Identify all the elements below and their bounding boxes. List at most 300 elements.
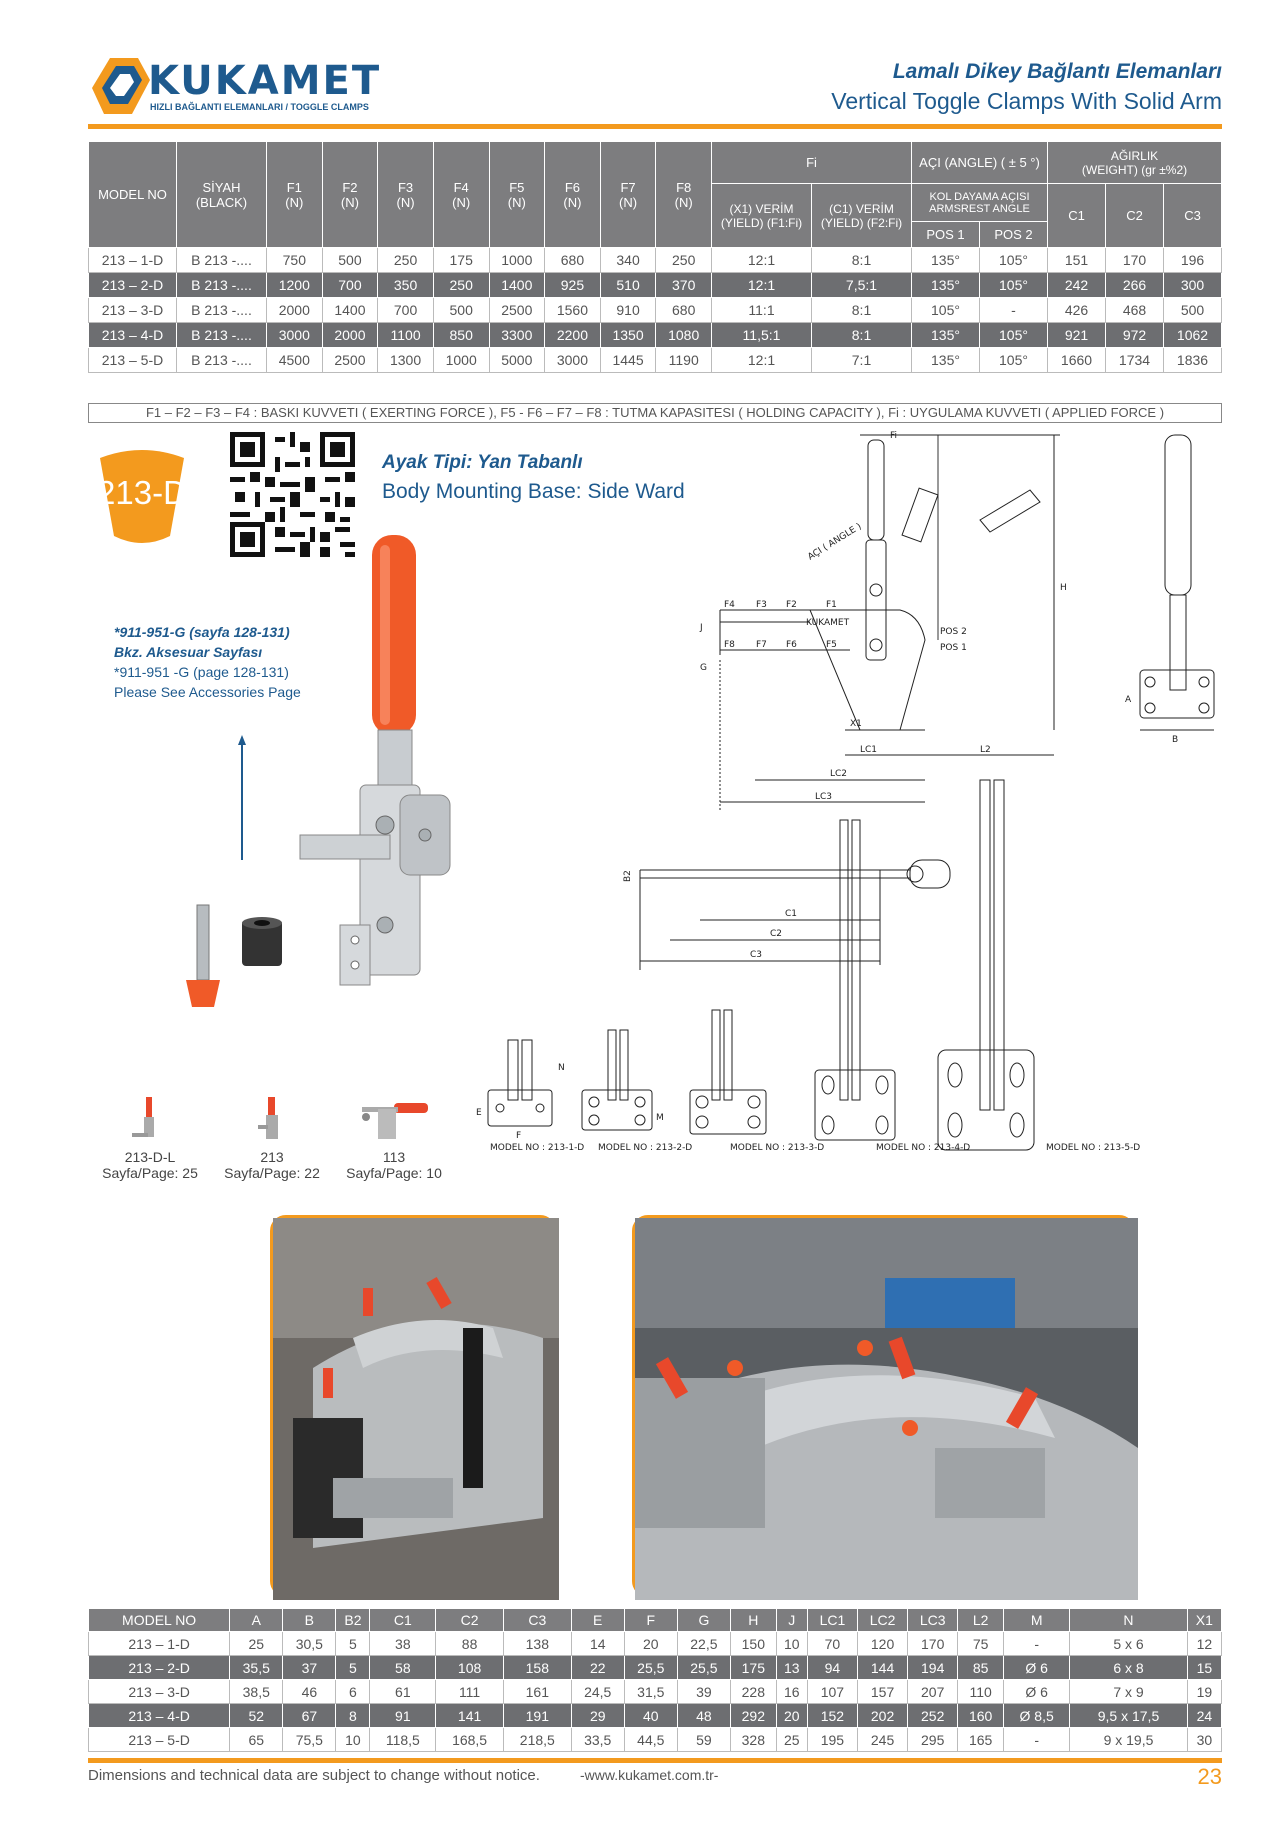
dim-cell: 22 (571, 1656, 624, 1680)
spec-cell: 1100 (378, 323, 434, 348)
disclaimer-text: Dimensions and technical data are subject to change without notice. (88, 1767, 540, 1784)
base-variant-4 (815, 820, 895, 1140)
dim-cell: 85 (958, 1656, 1004, 1680)
spec-cell: 4500 (267, 348, 323, 373)
spec-cell: 196 (1164, 248, 1222, 273)
svg-text:AÇI ( ANGLE ): AÇI ( ANGLE ) (806, 521, 864, 563)
dim-cell: 25,5 (677, 1656, 730, 1680)
spec-cell: 1062 (1164, 323, 1222, 348)
spec-cell: 105° (980, 323, 1048, 348)
svg-text:POS 1: POS 1 (940, 643, 967, 653)
dim-cell: 10 (336, 1728, 370, 1752)
svg-text:B: B (1172, 735, 1179, 745)
dim-cell: 110 (958, 1680, 1004, 1704)
spec-cell: 2000 (322, 323, 378, 348)
spec-cell: 1080 (656, 323, 712, 348)
related-page: Sayfa/Page: 22 (224, 1165, 320, 1181)
svg-text:F3: F3 (756, 600, 767, 610)
spec-cell: 1000 (433, 348, 489, 373)
related-page: Sayfa/Page: 10 (346, 1165, 442, 1181)
spec-cell: 1400 (322, 298, 378, 323)
dim-row (89, 1704, 1222, 1728)
spec-cell: 11,5:1 (712, 323, 812, 348)
spec-cell: 2500 (489, 298, 545, 323)
spec-cell: 105° (912, 298, 980, 323)
spec-cell: 175 (433, 248, 489, 273)
svg-text:KUKAMET: KUKAMET (806, 618, 850, 628)
spec-cell: - (980, 298, 1048, 323)
dim-cell: 48 (677, 1704, 730, 1728)
related-page: Sayfa/Page: 25 (102, 1165, 198, 1181)
related-name: 113 (382, 1149, 406, 1165)
dim-row (89, 1728, 1222, 1752)
spec-cell: 910 (600, 298, 656, 323)
spec-cell: 510 (600, 273, 656, 298)
dim-cell: 30 (1187, 1728, 1221, 1752)
spec-cell: 1350 (600, 323, 656, 348)
spec-cell: 1836 (1164, 348, 1222, 373)
spec-cell: 750 (267, 248, 323, 273)
spec-row (89, 298, 1222, 323)
col-c1-yield: (C1) VERİM (YIELD) (F2:Fi) (812, 184, 912, 248)
dim-cell: 10 (776, 1632, 807, 1656)
dim-header: C1 (370, 1609, 436, 1632)
spec-cell: 1660 (1048, 348, 1106, 373)
dim-header: LC3 (908, 1609, 958, 1632)
dim-cell: 6 (336, 1680, 370, 1704)
spec-cell: 3000 (267, 323, 323, 348)
dim-cell: 38,5 (230, 1680, 283, 1704)
model-badge-label: 213-D (97, 474, 187, 511)
dim-cell: 191 (503, 1704, 571, 1728)
svg-text:POS 2: POS 2 (940, 627, 967, 637)
dim-cell: 65 (230, 1728, 283, 1752)
spec-cell: 213 – 2-D (89, 273, 177, 298)
spec-cell: 468 (1106, 298, 1164, 323)
dim-header: LC2 (857, 1609, 907, 1632)
spec-cell: 1000 (489, 248, 545, 273)
related-product-213[interactable] (212, 1095, 332, 1181)
dim-header: MODEL NO (89, 1609, 230, 1632)
spec-cell: 370 (656, 273, 712, 298)
spec-cell: 700 (322, 273, 378, 298)
dim-cell: 94 (807, 1656, 857, 1680)
application-photo-1 (270, 1215, 556, 1597)
svg-text:MODEL NO : 213-5-D: MODEL NO : 213-5-D (1046, 1143, 1141, 1153)
spec-cell: 3300 (489, 323, 545, 348)
col-x1-yield: (X1) VERİM (YIELD) (F1:Fi) (712, 184, 812, 248)
col-fi: Fi (712, 142, 912, 184)
dim-cell: 8 (336, 1704, 370, 1728)
spec-cell: B 213 -.... (177, 348, 267, 373)
dim-cell: 141 (436, 1704, 504, 1728)
dim-cell: 168,5 (436, 1728, 504, 1752)
svg-text:F1: F1 (826, 600, 837, 610)
dim-cell: 138 (503, 1632, 571, 1656)
related-name: 213 (260, 1149, 284, 1165)
dim-cell: 194 (908, 1656, 958, 1680)
col-weight: AĞIRLIK (WEIGHT) (gr ±%2) (1048, 142, 1222, 184)
svg-text:F7: F7 (756, 640, 767, 650)
dim-header: E (571, 1609, 624, 1632)
dim-cell: 175 (730, 1656, 776, 1680)
specification-table (88, 141, 1222, 373)
svg-text:MODEL NO : 213-2-D: MODEL NO : 213-2-D (598, 1143, 693, 1153)
dim-cell: 157 (857, 1680, 907, 1704)
dim-cell: 252 (908, 1704, 958, 1728)
mount-type-en: Body Mounting Base: Side Ward (382, 480, 685, 503)
dim-cell: 213 – 2-D (89, 1656, 230, 1680)
spec-cell: B 213 -.... (177, 248, 267, 273)
svg-text:H: H (1060, 583, 1067, 593)
spec-cell: 105° (980, 248, 1048, 273)
spec-cell: 2500 (322, 348, 378, 373)
spec-cell: 921 (1048, 323, 1106, 348)
footer-divider (88, 1758, 1222, 1763)
spec-cell: 1400 (489, 273, 545, 298)
spec-cell: 500 (433, 298, 489, 323)
svg-text:C1: C1 (785, 909, 798, 919)
spec-cell: 300 (1164, 273, 1222, 298)
col-angle: AÇI (ANGLE) ( ± 5 °) (912, 142, 1048, 184)
dim-cell: 161 (503, 1680, 571, 1704)
dim-header: B2 (336, 1609, 370, 1632)
spec-row (89, 323, 1222, 348)
spec-cell: 135° (912, 348, 980, 373)
dim-cell: 158 (503, 1656, 571, 1680)
page-title-tr: Lamalı Dikey Bağlantı Elemanları (892, 60, 1222, 83)
dim-cell: 12 (1187, 1632, 1221, 1656)
dim-header: J (776, 1609, 807, 1632)
dim-cell: 38 (370, 1632, 436, 1656)
col-f7: F7 (N) (600, 142, 656, 248)
header-divider (88, 124, 1222, 129)
dim-row (89, 1632, 1222, 1656)
spec-cell: 5000 (489, 348, 545, 373)
dim-cell: 292 (730, 1704, 776, 1728)
application-photo-2 (632, 1215, 1135, 1597)
dim-cell: 19 (1187, 1680, 1221, 1704)
svg-text:M: M (656, 1113, 664, 1123)
dim-cell: 228 (730, 1680, 776, 1704)
page-number: 23 (1197, 1764, 1222, 1789)
spec-cell: 12:1 (712, 348, 812, 373)
col-model: MODEL NO (89, 142, 177, 248)
spec-cell: 135° (912, 273, 980, 298)
spec-cell: 170 (1106, 248, 1164, 273)
dim-header: N (1070, 1609, 1187, 1632)
spec-cell: 12:1 (712, 248, 812, 273)
spec-cell: 850 (433, 323, 489, 348)
accessory-see-tr: Bkz. Aksesuar Sayfası (114, 644, 263, 660)
col-f1: F1 (N) (267, 142, 323, 248)
dim-header: L2 (958, 1609, 1004, 1632)
spec-cell: 250 (378, 248, 434, 273)
svg-text:LC3: LC3 (815, 792, 833, 802)
dim-cell: 91 (370, 1704, 436, 1728)
dim-cell: 88 (436, 1632, 504, 1656)
dim-cell: 170 (908, 1632, 958, 1656)
dim-cell: 31,5 (624, 1680, 677, 1704)
page-title-en: Vertical Toggle Clamps With Solid Arm (831, 88, 1222, 114)
dim-cell: 30,5 (283, 1632, 336, 1656)
svg-text:F2: F2 (786, 600, 797, 610)
dim-header: F (624, 1609, 677, 1632)
dim-cell: 165 (958, 1728, 1004, 1752)
spec-cell: 972 (1106, 323, 1164, 348)
clamp-thumbnail-icon (128, 1095, 172, 1145)
svg-text:J: J (700, 623, 703, 633)
spec-row (89, 348, 1222, 373)
col-f6: F6 (N) (545, 142, 601, 248)
dim-cell: 295 (908, 1728, 958, 1752)
dim-cell: 213 – 3-D (89, 1680, 230, 1704)
spec-cell: B 213 -.... (177, 298, 267, 323)
dim-cell: 150 (730, 1632, 776, 1656)
related-product-213-d-l[interactable] (90, 1095, 210, 1181)
dim-cell: 25 (230, 1632, 283, 1656)
col-f8: F8 (N) (656, 142, 712, 248)
spec-cell: 500 (1164, 298, 1222, 323)
svg-text:LC1: LC1 (860, 745, 878, 755)
dim-cell: 9 x 19,5 (1070, 1728, 1187, 1752)
spec-cell: 1300 (378, 348, 434, 373)
col-pos2: POS 2 (980, 222, 1048, 248)
svg-text:X1: X1 (850, 719, 862, 729)
spec-cell: 11:1 (712, 298, 812, 323)
accessory-see-en: Please See Accessories Page (114, 684, 301, 700)
spec-cell: 105° (980, 273, 1048, 298)
spec-cell: 213 – 3-D (89, 298, 177, 323)
spec-cell: 1560 (545, 298, 601, 323)
svg-text:C3: C3 (750, 950, 763, 960)
dim-cell: 35,5 (230, 1656, 283, 1680)
dim-cell: 160 (958, 1704, 1004, 1728)
dim-cell: 213 – 5-D (89, 1728, 230, 1752)
dim-row (89, 1680, 1222, 1704)
accessory-ref-tr: *911-951-G (sayfa 128-131) (114, 624, 290, 640)
arrow-up-icon (238, 735, 246, 860)
col-f4: F4 (N) (433, 142, 489, 248)
spec-cell: 1190 (656, 348, 712, 373)
spec-cell: 8:1 (812, 323, 912, 348)
col-black: SİYAH (BLACK) (177, 142, 267, 248)
dim-cell: 14 (571, 1632, 624, 1656)
dim-header: C2 (436, 1609, 504, 1632)
dim-cell: 40 (624, 1704, 677, 1728)
spec-cell: 7,5:1 (812, 273, 912, 298)
dim-header: B (283, 1609, 336, 1632)
svg-text:LC2: LC2 (830, 769, 848, 779)
dim-cell: 13 (776, 1656, 807, 1680)
spec-cell: 135° (912, 323, 980, 348)
base-variant-5 (938, 780, 1034, 1150)
spec-cell: 213 – 1-D (89, 248, 177, 273)
dim-cell: 213 – 1-D (89, 1632, 230, 1656)
spec-cell: 1200 (267, 273, 323, 298)
svg-text:C2: C2 (770, 929, 783, 939)
related-product-113[interactable] (334, 1095, 454, 1181)
dim-cell: 213 – 4-D (89, 1704, 230, 1728)
dim-cell: 111 (436, 1680, 504, 1704)
svg-text:F8: F8 (724, 640, 735, 650)
spec-cell: 213 – 4-D (89, 323, 177, 348)
dim-cell: 20 (776, 1704, 807, 1728)
dim-cell: - (1004, 1728, 1070, 1752)
spec-cell: 250 (656, 248, 712, 273)
dim-cell: 108 (436, 1656, 504, 1680)
col-f3: F3 (N) (378, 142, 434, 248)
spec-cell: 340 (600, 248, 656, 273)
dim-cell: 245 (857, 1728, 907, 1752)
dim-cell: 107 (807, 1680, 857, 1704)
dim-cell: 16 (776, 1680, 807, 1704)
dim-cell: 24,5 (571, 1680, 624, 1704)
dim-header: LC1 (807, 1609, 857, 1632)
dimension-table (88, 1608, 1222, 1752)
col-armrest: KOL DAYAMA AÇISI ARMSREST ANGLE (912, 184, 1048, 222)
dim-header: G (677, 1609, 730, 1632)
svg-text:MODEL NO : 213-3-D: MODEL NO : 213-3-D (730, 1143, 825, 1153)
spec-cell: 105° (980, 348, 1048, 373)
dim-cell: 9,5 x 17,5 (1070, 1704, 1187, 1728)
spec-cell: 7:1 (812, 348, 912, 373)
dim-cell: 70 (807, 1632, 857, 1656)
dim-cell: 22,5 (677, 1632, 730, 1656)
dim-cell: 29 (571, 1704, 624, 1728)
dim-cell: 67 (283, 1704, 336, 1728)
dim-cell: 152 (807, 1704, 857, 1728)
col-c1: C1 (1048, 184, 1106, 248)
dim-cell: 25,5 (624, 1656, 677, 1680)
spec-cell: 3000 (545, 348, 601, 373)
spec-cell: 1445 (600, 348, 656, 373)
dim-cell: 218,5 (503, 1728, 571, 1752)
spec-cell: 8:1 (812, 298, 912, 323)
spec-cell: 151 (1048, 248, 1106, 273)
svg-text:N: N (558, 1063, 565, 1073)
brand-name: KUKAMET (148, 58, 382, 104)
dim-cell: 24 (1187, 1704, 1221, 1728)
dim-cell: 44,5 (624, 1728, 677, 1752)
dim-cell: 75 (958, 1632, 1004, 1656)
dim-header: A (230, 1609, 283, 1632)
svg-text:E: E (476, 1108, 482, 1118)
side-view-drawing (720, 435, 1060, 810)
base-variant-3 (690, 1010, 766, 1134)
dim-header: H (730, 1609, 776, 1632)
spec-cell: 680 (656, 298, 712, 323)
website-link[interactable]: -www.kukamet.com.tr- (580, 1767, 719, 1783)
dim-cell: 33,5 (571, 1728, 624, 1752)
svg-text:MODEL NO : 213-4-D: MODEL NO : 213-4-D (876, 1143, 971, 1153)
spec-cell: 500 (322, 248, 378, 273)
dim-cell: 144 (857, 1656, 907, 1680)
product-photo-clamp (180, 535, 480, 1005)
dim-cell: 39 (677, 1680, 730, 1704)
spec-cell: 350 (378, 273, 434, 298)
spec-cell: 925 (545, 273, 601, 298)
col-c3: C3 (1164, 184, 1222, 248)
base-variant-1 (488, 1040, 552, 1126)
dim-header: C3 (503, 1609, 571, 1632)
spec-row (89, 273, 1222, 298)
spec-cell: 2200 (545, 323, 601, 348)
spec-cell: 2000 (267, 298, 323, 323)
col-f2: F2 (N) (322, 142, 378, 248)
dim-header: X1 (1187, 1609, 1221, 1632)
spec-cell: 12:1 (712, 273, 812, 298)
related-name: 213-D-L (124, 1149, 176, 1165)
spec-cell: 250 (433, 273, 489, 298)
force-legend: F1 – F2 – F3 – F4 : BASKI KUVVETI ( EXERTING FORCE ), F5 - F6 – F7 – F8 : TUTMA KAPASITESI ( HOLDING CAPACITY ), Fi : UYGULAMA KUVVETI ( APPLIED FORCE ) (88, 403, 1222, 423)
dim-cell: 328 (730, 1728, 776, 1752)
dim-cell: 120 (857, 1632, 907, 1656)
dim-cell: - (1004, 1632, 1070, 1656)
dim-cell: 6 x 8 (1070, 1656, 1187, 1680)
dim-cell: 75,5 (283, 1728, 336, 1752)
accessory-ref-en: *911-951 -G (page 128-131) (114, 664, 289, 680)
col-f5: F5 (N) (489, 142, 545, 248)
dim-cell: 207 (908, 1680, 958, 1704)
col-c2: C2 (1106, 184, 1164, 248)
spec-cell: B 213 -.... (177, 323, 267, 348)
front-view-drawing (1140, 435, 1214, 730)
spec-cell: 242 (1048, 273, 1106, 298)
dim-cell: 202 (857, 1704, 907, 1728)
dim-cell: 59 (677, 1728, 730, 1752)
dim-cell: Ø 6 (1004, 1656, 1070, 1680)
spec-cell: 135° (912, 248, 980, 273)
dim-cell: 58 (370, 1656, 436, 1680)
spec-cell: 266 (1106, 273, 1164, 298)
svg-text:F: F (516, 1131, 522, 1141)
col-pos1: POS 1 (912, 222, 980, 248)
svg-text:F5: F5 (826, 640, 837, 650)
dim-cell: 61 (370, 1680, 436, 1704)
dim-cell: Ø 6 (1004, 1680, 1070, 1704)
dim-row (89, 1656, 1222, 1680)
svg-text:F6: F6 (786, 640, 797, 650)
spec-cell: 700 (378, 298, 434, 323)
dim-cell: 5 (336, 1656, 370, 1680)
svg-text:B2: B2 (623, 870, 633, 882)
svg-text:F4: F4 (724, 600, 735, 610)
dim-header: M (1004, 1609, 1070, 1632)
dim-cell: 5 x 6 (1070, 1632, 1187, 1656)
clamp-thumbnail-icon (354, 1095, 434, 1145)
dim-cell: 195 (807, 1728, 857, 1752)
svg-text:Fi: Fi (890, 431, 898, 441)
dim-cell: 7 x 9 (1070, 1680, 1187, 1704)
spec-cell: 213 – 5-D (89, 348, 177, 373)
dim-cell: 37 (283, 1656, 336, 1680)
spec-cell: 426 (1048, 298, 1106, 323)
svg-text:G: G (700, 663, 707, 673)
dim-cell: 46 (283, 1680, 336, 1704)
dim-cell: 15 (1187, 1656, 1221, 1680)
spec-cell: B 213 -.... (177, 273, 267, 298)
dim-cell: Ø 8,5 (1004, 1704, 1070, 1728)
dim-cell: 25 (776, 1728, 807, 1752)
dim-cell: 118,5 (370, 1728, 436, 1752)
dim-cell: 52 (230, 1704, 283, 1728)
spec-cell: 1734 (1106, 348, 1164, 373)
base-variant-2 (582, 1030, 652, 1130)
brand-subtitle: HIZLI BAĞLANTI ELEMANLARI / TOGGLE CLAMPS (150, 102, 369, 112)
clamp-thumbnail-icon (250, 1095, 294, 1145)
dim-cell: 20 (624, 1632, 677, 1656)
